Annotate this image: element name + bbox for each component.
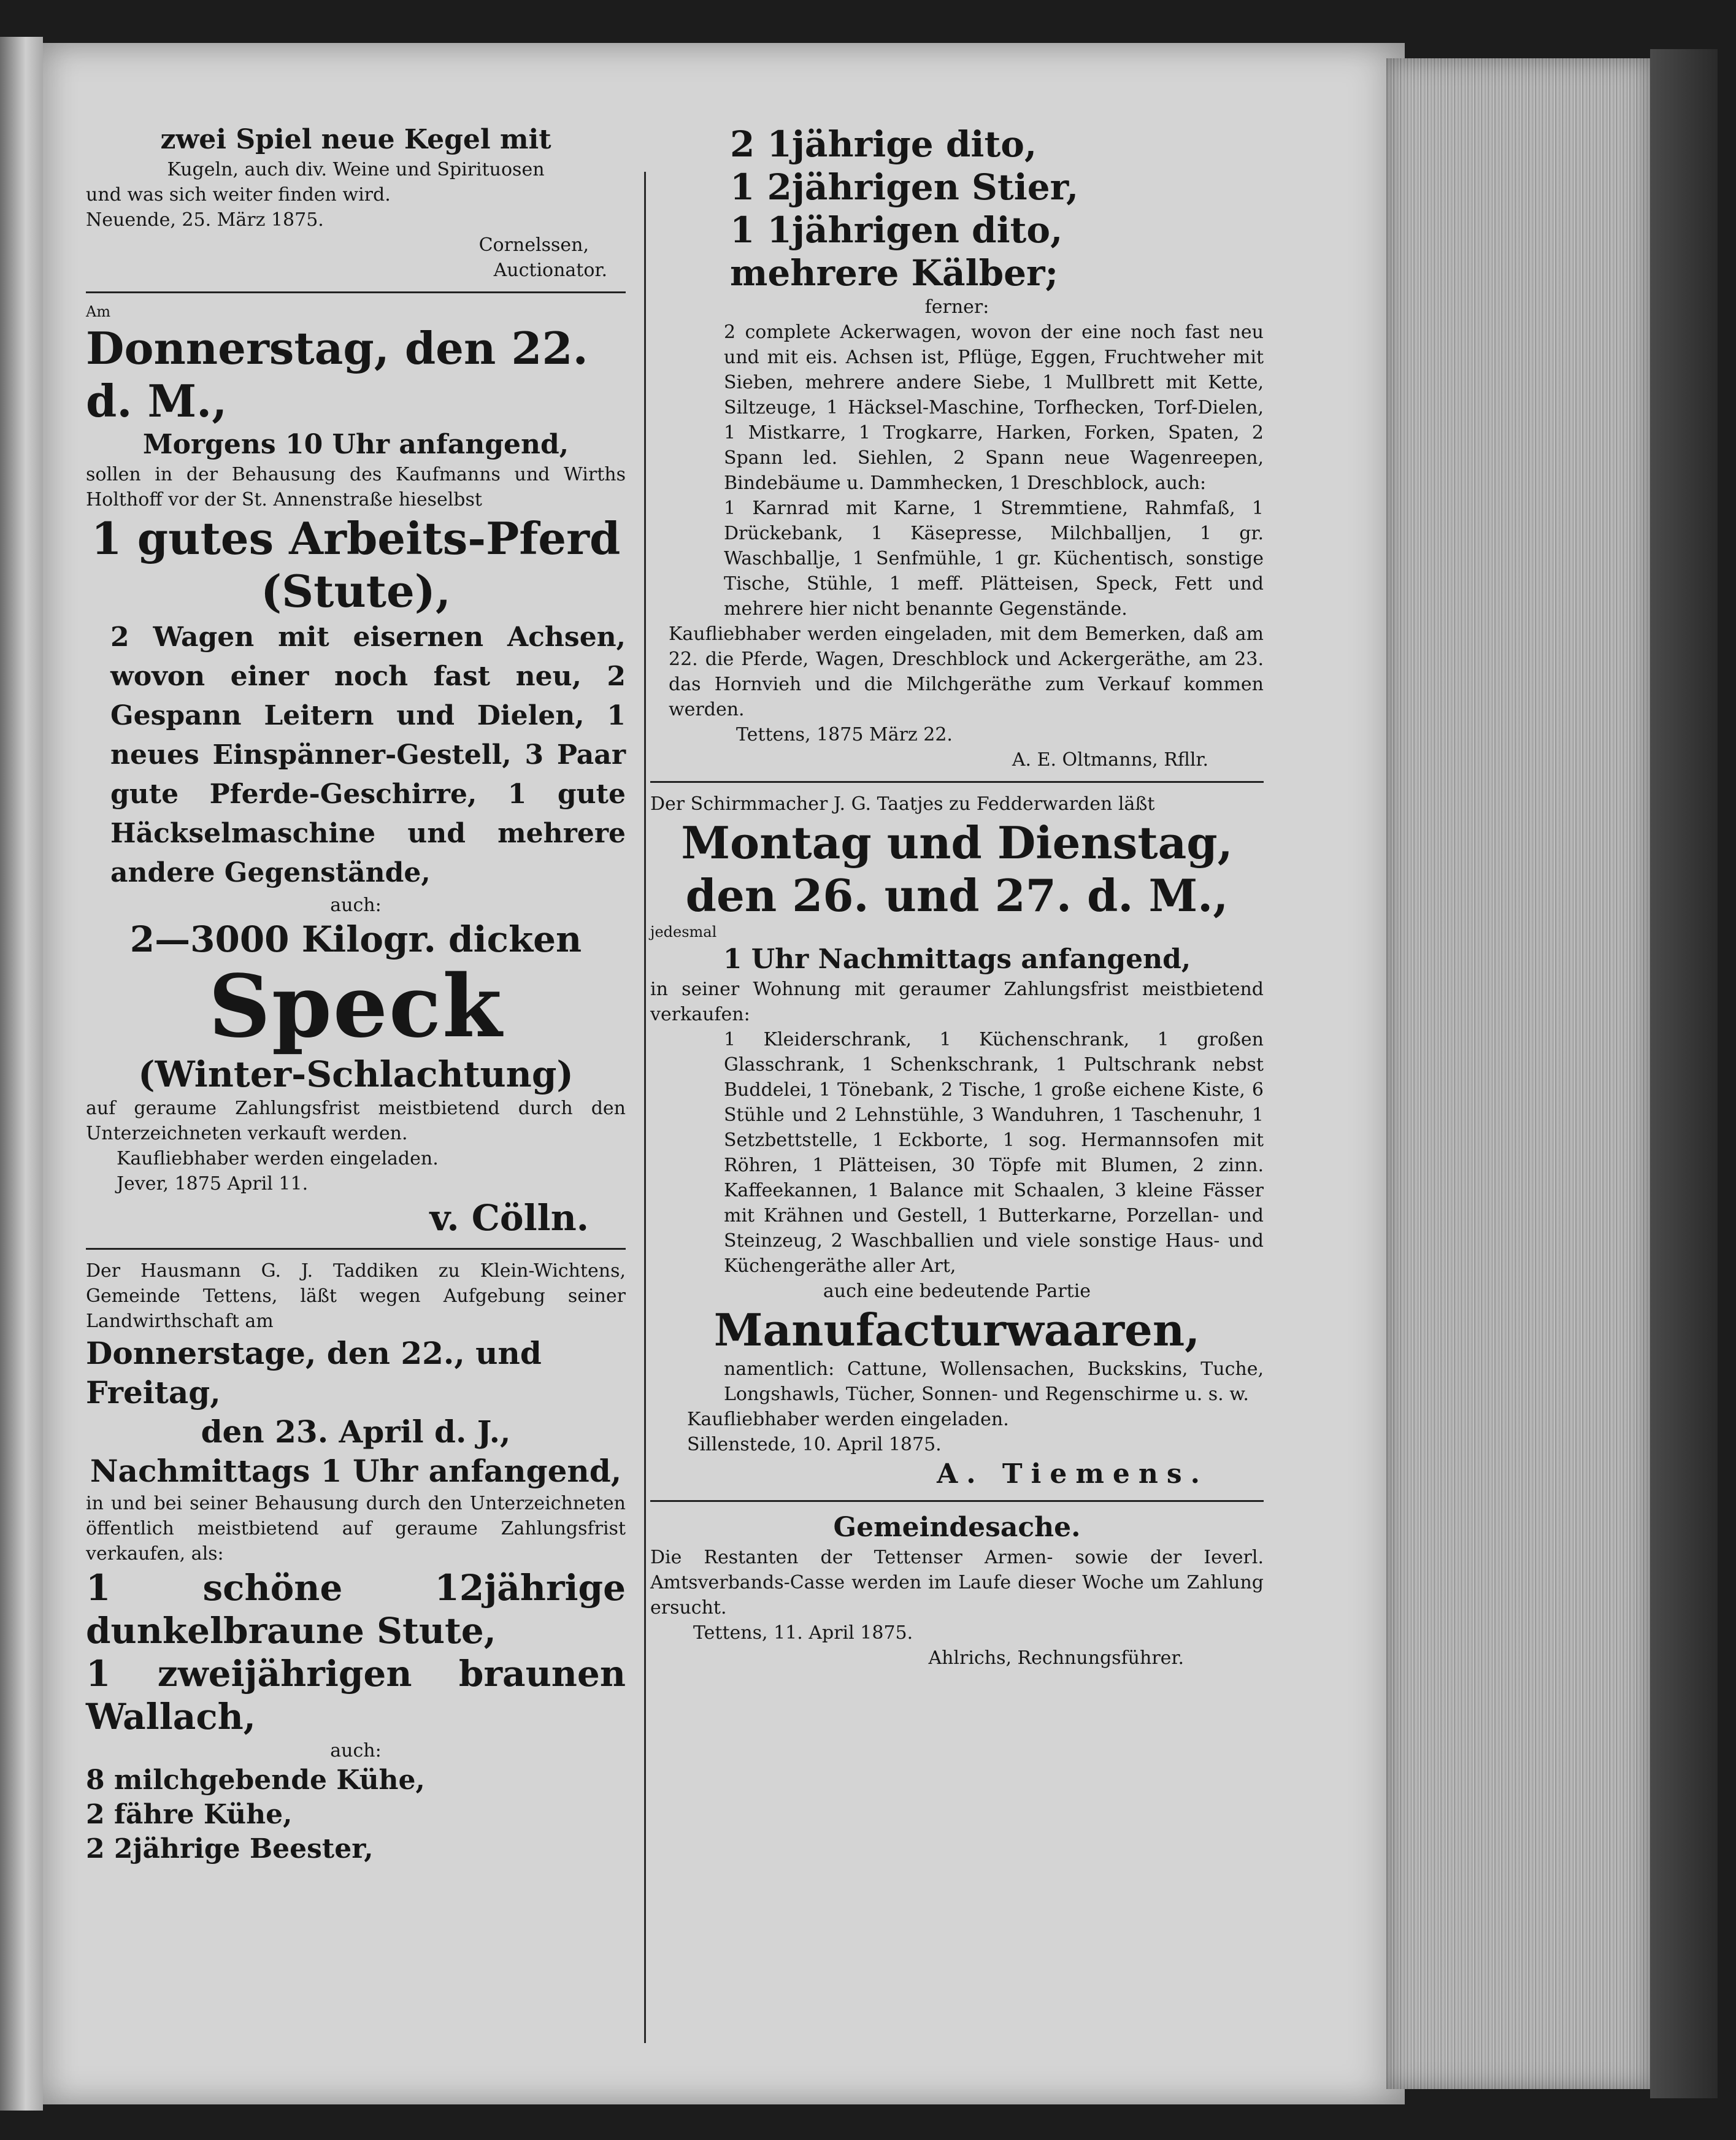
notice-place-date: Tettens, 11. April 1875. bbox=[693, 1622, 913, 1644]
ad-signature: Cornelssen, bbox=[478, 234, 589, 256]
ad-item-list: 2 complete Ackerwagen, wovon der eine noch fast neu und mit eis. Achsen ist, Pflüge, Eggen, Fruchtweher mit Sieben, mehrere andere Siebe, 1 Mullbrett mit Kette, Siltzeuge, 1 Häcksel-Maschine, Torfhecken, Torf-Dielen, 1 Mistkarre, 1 Trogkarre, Harken, Forken, Spaten, 2 Spann led. Siehlen, 2 Spann neue Wagenreepen, Bindebäume u. Dammhecken, 1 Dreschblock, auch: bbox=[724, 321, 1264, 494]
ad-item-heading: 1 schöne 12jährige dunkelbraune Stute, bbox=[86, 1567, 626, 1652]
ad-date-heading: Montag und Dienstag, bbox=[681, 817, 1233, 869]
notice-signature: Ahlrichs, Rechnungsführer. bbox=[928, 1647, 1184, 1669]
ad-separator bbox=[650, 781, 1264, 783]
ad-item-heading: mehrere Kälber; bbox=[730, 252, 1058, 294]
ad-item-list: 1 Karnrad mit Karne, 1 Stremmtiene, Rahmfaß, 1 Drückebank, 1 Käsepresse, Milchballjen, 1 gr. Waschballje, 1 Senfmühle, 1 gr. Küchentisch, sonstige Tische, Stühle, 1 meff. Plätteisen, Speck, Fett und mehrere hier nicht benannte Gegenstände. bbox=[724, 498, 1264, 620]
ad-item-list: 1 Kleiderschrank, 1 Küchenschrank, 1 großen Glasschrank, 1 Schenkschrank, 1 Pultschrank nebst Buddelei, 1 Tönebank, 2 Tische, 1 große eichene Kiste, 6 Stühle und 2 Lehnstühle, 3 Wanduhren, 1 Taschenuhr, 1 Setzbettstelle, 1 Eckborte, 1 sog. Hermannsofen mit Röhren, 1 Plätteisen, 30 Töpfe mit Blumen, 2 zinn. Kaffeekannen, 1 Balance mit Schaalen, 3 kleine Fässer mit Krähnen und Gestell, 1 Butterkarne, Porzellan- und Steinzeug, 2 Waschballien und viele sonstige Haus- und Küchengeräthe aller Art, bbox=[724, 1029, 1264, 1277]
ad-item-heading: Manufacturwaaren, bbox=[713, 1304, 1200, 1356]
ad-headline: zwei Spiel neue Kegel mit bbox=[160, 124, 551, 155]
book-cover-edge bbox=[1650, 49, 1718, 2098]
ad-item-heading: (Stute), bbox=[261, 565, 451, 617]
ad-signature: v. Cölln. bbox=[429, 1197, 589, 1239]
ad-taatjes bbox=[650, 791, 1264, 1491]
notice-title: Gemeindesache. bbox=[833, 1512, 1081, 1543]
ad-holthoff bbox=[86, 302, 626, 1239]
ad-taddiken bbox=[86, 1258, 626, 1866]
ad-text: Am bbox=[86, 303, 111, 320]
ad-date-heading: den 23. April d. J., bbox=[201, 1414, 511, 1450]
ad-place-date: Tettens, 1875 März 22. bbox=[736, 724, 953, 745]
page-block-edges bbox=[1386, 58, 1650, 2089]
ad-text: jedesmal bbox=[650, 923, 717, 941]
ad-text: auf geraume Zahlungsfrist meistbietend durch den Unterzeichneten verkauft werden. bbox=[86, 1098, 626, 1144]
ad-oltmanns bbox=[650, 123, 1264, 772]
ad-item-list: 2 Wagen mit eisernen Achsen, wovon einer noch fast neu, 2 Gespann Leitern und Dielen, 1 neues Einspänner-Gestell, 3 Paar gute Pferde-Geschirre, 1 gute Häckselmaschine und mehrere andere Gegenstände, bbox=[110, 622, 626, 888]
ad-text: Kaufliebhaber werden eingeladen. bbox=[117, 1148, 439, 1169]
ad-text: Kaufliebhaber werden eingeladen. bbox=[687, 1409, 1009, 1430]
column-divider bbox=[644, 172, 646, 2043]
ad-date-heading: den 26. und 27. d. M., bbox=[685, 869, 1229, 922]
left-column bbox=[86, 123, 626, 1866]
ad-text: sollen in der Behausung des Kaufmanns und Wirths Holthoff vor der St. Annenstraße hieselbst bbox=[86, 464, 626, 510]
ad-time: Nachmittags 1 Uhr anfangend, bbox=[90, 1453, 622, 1489]
ad-text: Der Hausmann G. J. Taddiken zu Klein-Wichtens, Gemeinde Tettens, läßt wegen Aufgebung seiner Landwirthschaft am bbox=[86, 1260, 626, 1332]
ad-text: Kaufliebhaber werden eingeladen, mit dem Bemerken, daß am 22. die Pferde, Wagen, Dreschblock und Ackergeräthe, am 23. das Hornvieh und die Milchgeräthe zum Verkauf kommen werden. bbox=[669, 623, 1264, 720]
ad-item-line: 8 milchgebende Kühe, bbox=[86, 1765, 425, 1796]
ad-text: Kugeln, auch div. Weine und Spirituosen bbox=[167, 159, 545, 180]
ad-place-date: Sillenstede, 10. April 1875. bbox=[687, 1434, 942, 1455]
notice-gemeindesache bbox=[650, 1511, 1264, 1671]
ad-item-heading: 1 1jährigen dito, bbox=[730, 209, 1063, 251]
ad-item-heading: (Winter-Schlachtung) bbox=[138, 1053, 574, 1095]
ad-text: in seiner Wohnung mit geraumer Zahlungsfrist meistbietend verkaufen: bbox=[650, 979, 1264, 1025]
ad-date-heading: Donnerstag, den 22. d. M., bbox=[86, 322, 588, 427]
facing-page-edge bbox=[0, 37, 43, 2111]
ad-separator bbox=[650, 1500, 1264, 1502]
right-column bbox=[650, 123, 1264, 1671]
ad-time: Morgens 10 Uhr anfangend, bbox=[142, 429, 569, 460]
ad-place-date: Jever, 1875 April 11. bbox=[117, 1173, 309, 1195]
ad-text: Der Schirmmacher J. G. Taatjes zu Fedderwarden läßt bbox=[650, 793, 1155, 815]
ad-time: 1 Uhr Nachmittags anfangend, bbox=[723, 944, 1191, 975]
ad-item-list: namentlich: Cattune, Wollensachen, Buckskins, Tuche, Longshawls, Tücher, Sonnen- und Regenschirme u. s. w. bbox=[724, 1358, 1264, 1405]
ad-text: ferner: bbox=[924, 296, 989, 318]
ad-item-heading: 1 zweijährigen braunen Wallach, bbox=[86, 1653, 626, 1738]
ad-text: auch eine bedeutende Partie bbox=[823, 1280, 1091, 1302]
ad-text: und was sich weiter finden wird. bbox=[86, 184, 391, 206]
ad-item-line: 2 fähre Kühe, bbox=[86, 1799, 293, 1830]
ad-big-word: Speck bbox=[208, 956, 504, 1057]
ad-cornelssen bbox=[86, 123, 626, 283]
ad-signature: A. Tiemens. bbox=[937, 1458, 1208, 1490]
ad-signature: A. E. Oltmanns, Rfllr. bbox=[1012, 749, 1208, 771]
ad-text: auch: bbox=[330, 1740, 382, 1761]
notice-text: Die Restanten der Tettenser Armen- sowie der Ieverl. Amtsverbands-Casse werden im Laufe dieser Woche um Zahlung ersucht. bbox=[650, 1547, 1264, 1618]
ad-item-heading: 2 1jährige dito, bbox=[730, 123, 1037, 165]
ad-separator bbox=[86, 1248, 626, 1250]
ad-signature-title: Auctionator. bbox=[493, 260, 607, 281]
ad-item-heading: 2—3000 Kilogr. dicken bbox=[129, 918, 582, 960]
ad-date-heading: Donnerstage, den 22., und Freitag, bbox=[86, 1335, 542, 1411]
ad-place-date: Neuende, 25. März 1875. bbox=[86, 209, 324, 231]
ad-item-heading: 1 gutes Arbeits-Pferd bbox=[91, 512, 621, 564]
ad-text: auch: bbox=[330, 895, 382, 916]
ad-item-heading: 1 2jährigen Stier, bbox=[730, 166, 1079, 208]
ad-text: in und bei seiner Behausung durch den Unterzeichneten öffentlich meistbietend auf geraume Zahlungsfrist verkaufen, als: bbox=[86, 1493, 626, 1565]
ad-separator bbox=[86, 291, 626, 293]
ad-item-line: 2 2jährige Beester, bbox=[86, 1833, 374, 1865]
